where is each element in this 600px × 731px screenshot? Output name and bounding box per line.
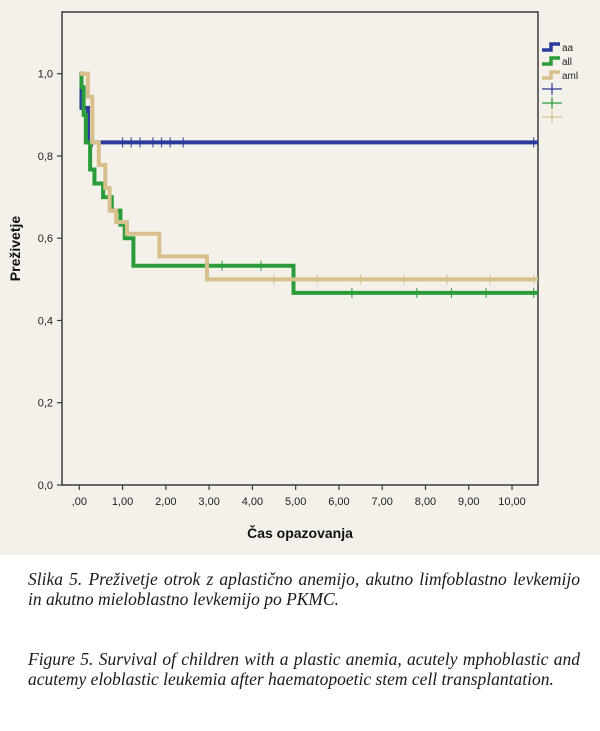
y-axis-title: Preživetje bbox=[7, 215, 23, 282]
y-tick-label: 0,0 bbox=[37, 480, 53, 492]
x-tick-label: 8,00 bbox=[414, 496, 437, 508]
y-tick-label: 0,8 bbox=[37, 150, 53, 163]
x-tick-label: 2,00 bbox=[155, 496, 177, 508]
legend-line-all bbox=[542, 58, 560, 64]
legend-line-aml bbox=[542, 72, 560, 78]
y-tick-label: 0,2 bbox=[37, 397, 53, 410]
x-tick-label: 9,00 bbox=[458, 496, 480, 508]
legend-label-aml: aml bbox=[562, 71, 579, 82]
x-tick-label: 3,00 bbox=[198, 496, 220, 508]
legend-label-aa: aa bbox=[562, 43, 574, 54]
x-tick-label: 6,00 bbox=[328, 496, 350, 508]
x-tick-label: 7,00 bbox=[371, 496, 393, 508]
legend-line-aa bbox=[542, 44, 560, 50]
x-tick-label: 10,00 bbox=[498, 496, 526, 508]
legend-label-all: all bbox=[562, 57, 573, 68]
x-tick-label: ,00 bbox=[71, 496, 87, 508]
y-tick-label: 0,6 bbox=[37, 233, 53, 246]
x-axis-title: Čas opazovanja bbox=[247, 525, 353, 541]
y-tick-label: 0,4 bbox=[37, 315, 53, 328]
caption-slovenian: Slika 5. Preživetje otrok z aplastično anemijo, akutno limfoblastno levkemijo in akutno mieloblastno levkemijo po PKMC. bbox=[28, 569, 580, 609]
x-tick-label: 1,00 bbox=[111, 496, 134, 508]
y-tick-label: 1,0 bbox=[37, 68, 53, 81]
x-tick-label: 4,00 bbox=[241, 496, 264, 508]
x-tick-label: 5,00 bbox=[284, 496, 307, 508]
caption-english: Figure 5. Survival of children with a plastic anemia, acutely mphoblastic and acutemy eloblastic leukemia after haematopoetic stem cell transplantation. bbox=[28, 649, 580, 689]
